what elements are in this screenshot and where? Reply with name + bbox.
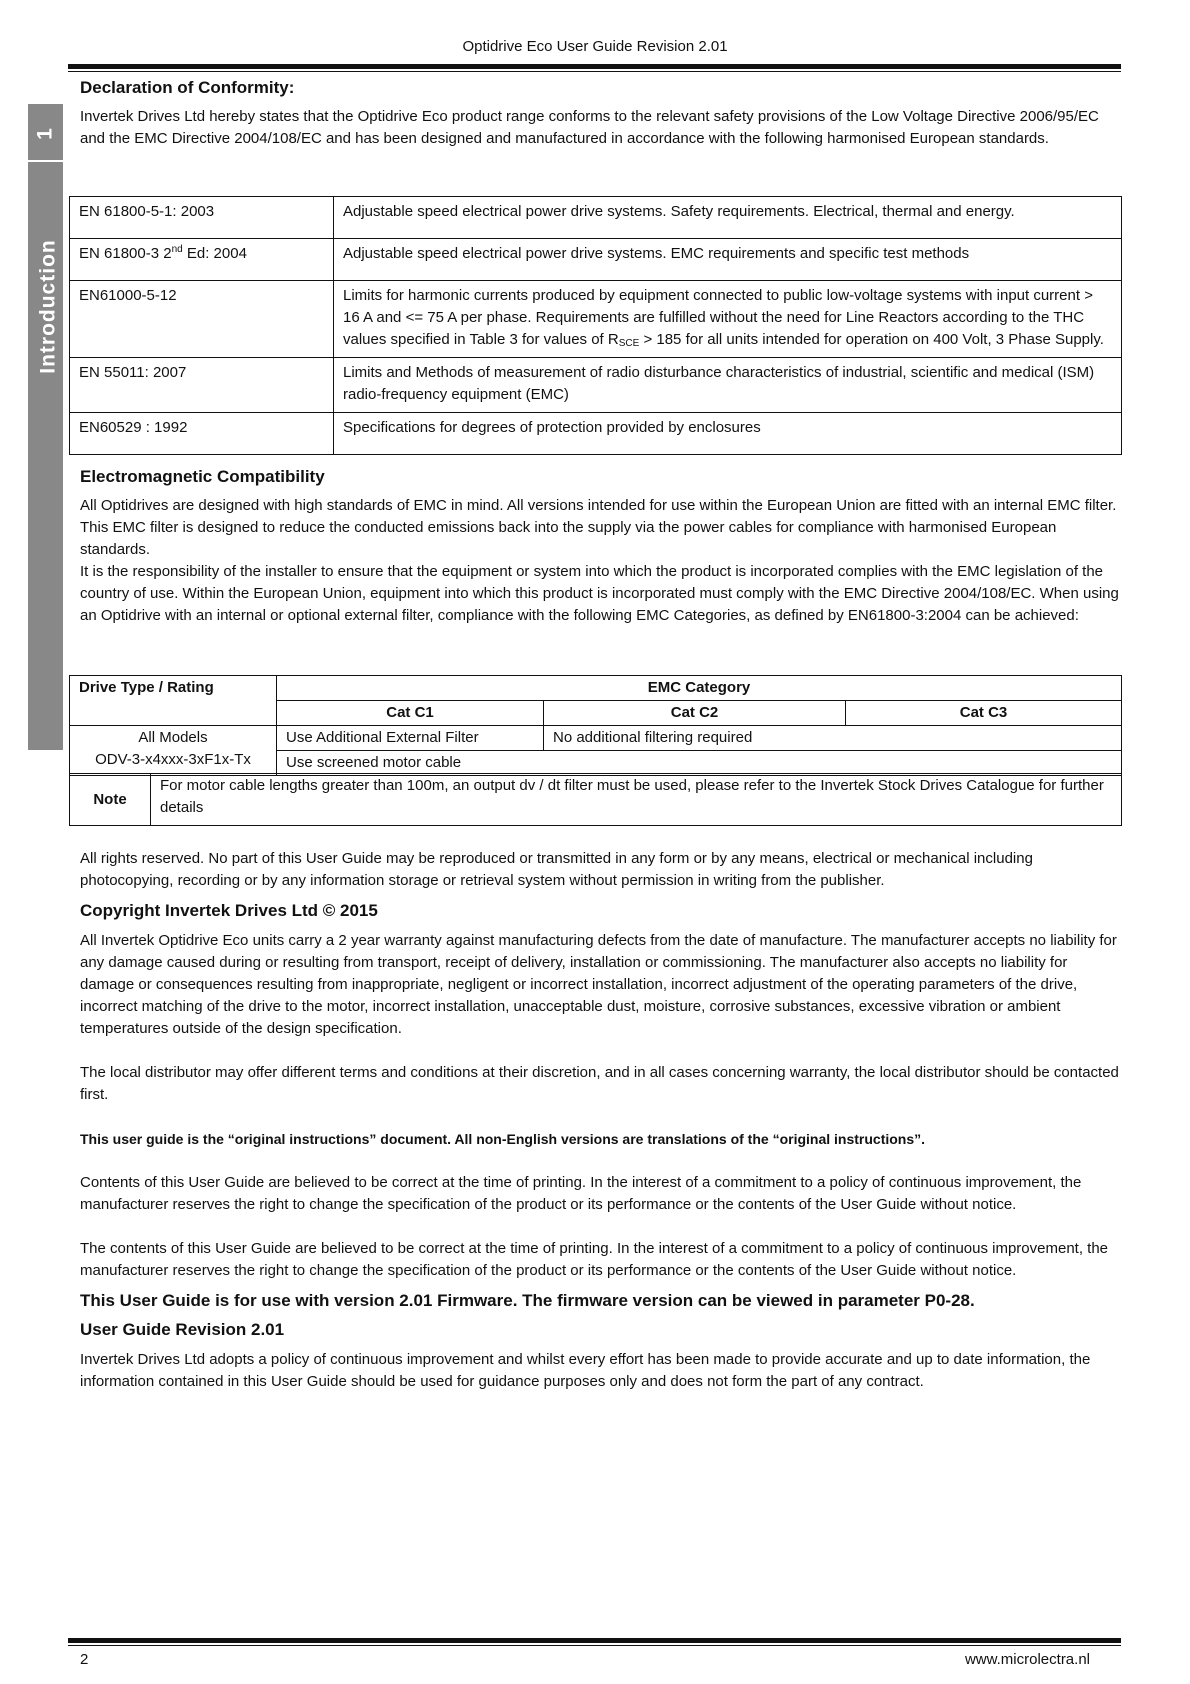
standard-desc: Limits for harmonic currents produced by equipment connected to public low-voltage systems with input current > 16 A and <= 75 A per phase. Requirements are fulfilled without the need for Line Reactors according to the THC values specified in Table 3 for values of $R_{SCE} > 185$ for all units intended for operation on 400 Volt, 3 Phase Supply. <box>334 281 1122 358</box>
emc-paragraph-1: All Optidrives are designed with high standards of EMC in mind. All versions intended for use within the European Union are fitted with an internal EMC filter. This EMC filter is designed to reduce the conducted emissions back into the supply via the power cables for compliance with harmonised European standards. <box>80 497 1117 558</box>
header-rule-thin <box>68 71 1121 72</box>
standard-desc: Adjustable speed electrical power drive systems. Safety requirements. Electrical, thermal and energy. <box>334 197 1122 239</box>
table-row <box>70 281 1122 358</box>
table-row <box>70 239 1122 281</box>
table-row <box>70 774 1122 826</box>
standard-desc: Specifications for degrees of protection provided by enclosures <box>334 413 1122 455</box>
cat-c2-header: Cat C2 <box>544 701 846 726</box>
rights-section <box>80 848 1120 1393</box>
c1-row1-cell: Use Additional External Filter <box>277 726 544 751</box>
revision-text: Invertek Drives Ltd adopts a policy of continuous improvement and whilst every effort has been made to provide accurate and up to date information, the information contained in this User Guide should be used for guidance purposes only and does not form the part of any contract. <box>80 1351 1091 1390</box>
declaration-text: Invertek Drives Ltd hereby states that the Optidrive Eco product range conforms to the relevant safety provisions of the Low Voltage Directive 2006/95/EC and the EMC Directive 2004/108/EC and has been designed and manufactured in accordance with the following harmonised European standards. <box>80 108 1099 147</box>
emc-note-table <box>69 773 1122 826</box>
firmware-heading: This User Guide is for use with version 2.01 Firmware. The firmware version can be viewed in parameter P0-28. <box>80 1291 975 1310</box>
declaration-section <box>80 78 1120 150</box>
distributor-text: The local distributor may offer different terms and conditions at their discretion, and in all cases concerning warranty, the local distributor should be contacted first. <box>80 1064 1119 1103</box>
table-row <box>70 413 1122 455</box>
standards-table <box>69 196 1122 455</box>
standard-desc: Limits and Methods of measurement of radio disturbance characteristics of industrial, scientific and medical (ISM) radio-frequency equipment (EMC) <box>334 358 1122 413</box>
c2c3-row1-cell: No additional filtering required <box>544 726 1122 751</box>
warranty-text: All Invertek Optidrive Eco units carry a 2 year warranty against manufacturing defects from the date of manufacture. The manufacturer accepts no liability for any damage caused during or resulting from transport, receipt of delivery, installation or commissioning. The manufacturer also accepts no liability for damage or consequences resulting from inappropriate, negligent or incorrect installation, incorrect adjustment of the operating parameters of the drive, incorrect matching of the drive to the motor, incorrect installation, unacceptable dust, moisture, corrosive substances, excessive vibration or ambient temperatures outside of the design specification. <box>80 932 1117 1037</box>
standard-desc: Adjustable speed electrical power drive systems. EMC requirements and specific test methods <box>334 239 1122 281</box>
emc-heading: Electromagnetic Compatibility <box>80 467 325 486</box>
footer-rule <box>68 1638 1121 1643</box>
table-row <box>70 726 1122 751</box>
standard-code: EN61000-5-12 <box>70 281 334 358</box>
page-number: 2 <box>80 1651 89 1668</box>
chapter-number: 1 <box>33 128 57 140</box>
emc-section <box>80 467 1120 627</box>
table-row <box>70 358 1122 413</box>
note-label: Note <box>70 774 151 826</box>
chapter-side-tab <box>28 104 63 750</box>
revision-heading: User Guide Revision 2.01 <box>80 1320 285 1339</box>
standard-code: EN 61800-5-1: 2003 <box>70 197 334 239</box>
emc-paragraph-2: It is the responsibility of the installer to ensure that the equipment or system into which the product is incorporated complies with the EMC legislation of the country of use. Within the European Union, equipment into which this product is incorporated must comply with the EMC Directive 2004/108/EC. When using an Optidrive with an internal or optional external filter, compliance with the following EMC Categories, as defined by EN61800-3:2004 can be achieved: <box>80 563 1119 624</box>
website-link[interactable]: www.microlectra.nl <box>964 1651 1090 1668</box>
chapter-label: Introduction <box>36 239 60 374</box>
standard-code: EN 61800-3 2nd Ed: 2004 <box>70 239 334 281</box>
cat-c1-header: Cat C1 <box>277 701 544 726</box>
declaration-heading: Declaration of Conformity: <box>80 78 295 97</box>
note-text: For motor cable lengths greater than 100m, an output dv / dt filter must be used, please refer to the Invertek Stock Drives Catalogue for further details <box>151 774 1122 826</box>
table-row <box>70 197 1122 239</box>
cat-c3-header: Cat C3 <box>846 701 1122 726</box>
original-instructions-text: This user guide is the “original instructions” document. All non-English versions are translations of the “original instructions”. <box>80 1131 926 1147</box>
copyright-heading: Copyright Invertek Drives Ltd © 2015 <box>80 901 378 920</box>
standard-code: EN60529 : 1992 <box>70 413 334 455</box>
models-cell <box>70 726 277 776</box>
models-line-1: All Models <box>138 729 208 746</box>
page-header-title: Optidrive Eco User Guide Revision 2.01 <box>462 38 728 55</box>
drive-type-header: Drive Type / Rating <box>70 676 277 726</box>
table-row <box>70 676 1122 701</box>
emc-category-table <box>69 675 1122 776</box>
emc-category-header: EMC Category <box>277 676 1122 701</box>
row2-cell: Use screened motor cable <box>277 751 1122 776</box>
models-line-2: ODV-3-x4xxx-3xF1x-Tx <box>95 751 251 768</box>
contents-text-2: The contents of this User Guide are believed to be correct at the time of printing. In the interest of a commitment to a policy of continuous improvement, the manufacturer reserves the right to change the specification of the product or its performance or the contents of the User Guide without notice. <box>80 1240 1109 1279</box>
footer-rule-thin <box>68 1645 1121 1646</box>
rights-text: All rights reserved. No part of this User Guide may be reproduced or transmitted in any form or by any means, electrical or mechanical including photocopying, recording or by any information storage or retrieval system without permission in writing from the publisher. <box>80 850 1033 889</box>
contents-text-1: Contents of this User Guide are believed to be correct at the time of printing. In the interest of a commitment to a policy of continuous improvement, the manufacturer reserves the right to change the specification of the product or its performance or the contents of the User Guide without notice. <box>80 1174 1082 1213</box>
standard-code: EN 55011: 2007 <box>70 358 334 413</box>
header-rule <box>68 64 1121 69</box>
